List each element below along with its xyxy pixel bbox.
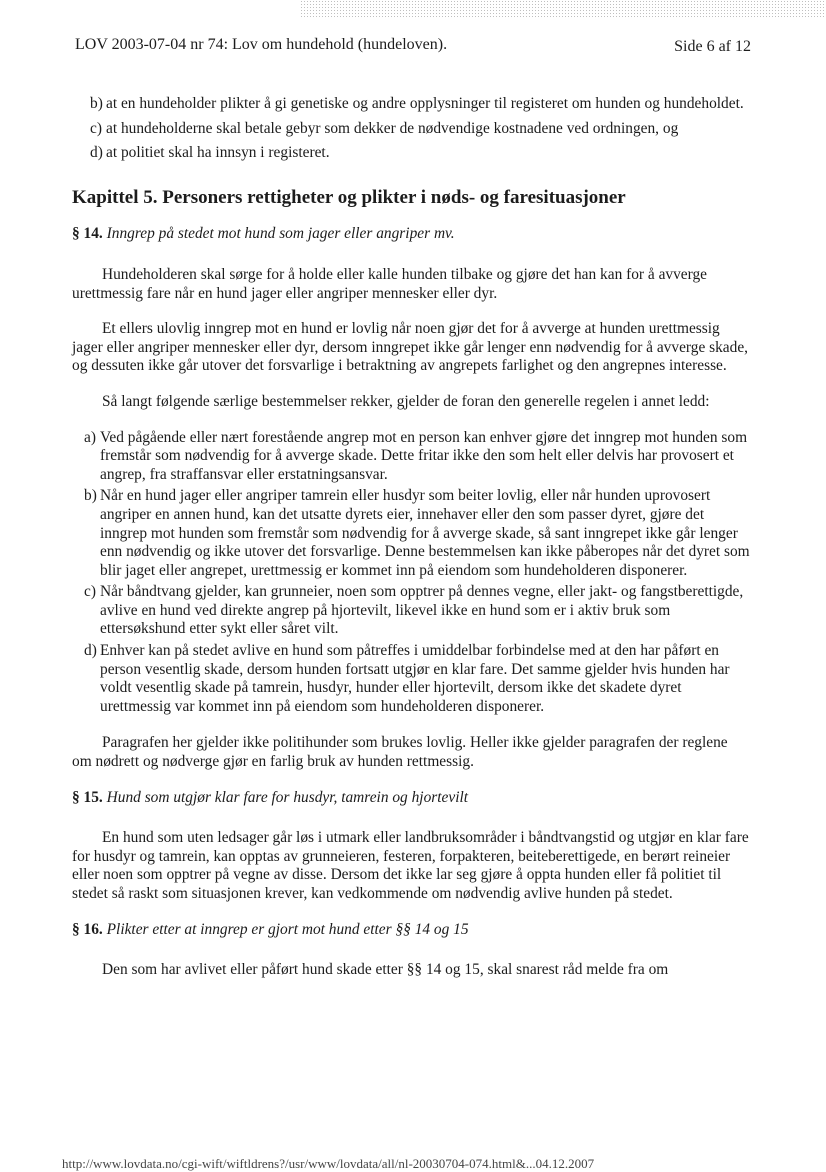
paragraph (72, 734, 750, 771)
section-number: § 14. (72, 225, 103, 243)
paragraph-text: Hundeholderen skal sørge for å holde eller kalle hunden tilbake og gjøre det han kan for å avverge urettmessig fare når en hund jager eller angriper mennesker eller dyr. (72, 265, 708, 302)
section-title: Inngrep på stedet mot hund som jager eller angriper mv. (106, 225, 455, 243)
paragraph (72, 320, 750, 376)
list-text: at hundeholderne skal betale gebyr som dekker de nødvendige kostnadene ved ordningen, og (106, 119, 679, 137)
section-14-list (72, 429, 750, 717)
paragraph (72, 961, 750, 980)
list-marker: d) (90, 144, 103, 162)
list-item (72, 95, 750, 114)
paragraph-text: Paragrafen her gjelder ikke politihunder som brukes lovlig. Heller ikke gjelder paragrafen der reglene om nødrett og nødverge gjør en farlig bruk av hunden rettmessig. (72, 734, 728, 771)
scan-noise (300, 0, 826, 18)
list-text: at en hundeholder plikter å gi genetiske og andre opplysninger til registeret om hunden og hundeholdet. (106, 95, 744, 112)
list-text: Ved pågående eller nært forestående angrep mot en person kan enhver gjøre det inngrep mot hunden som fremstår som nødvendig for å avverge skade. Dette fritar ikke den som helt eller delvis har provosert et angrep, fra straffansvar eller erstatningsansvar. (100, 428, 748, 483)
list-marker: c) (84, 583, 96, 601)
list-marker: b) (90, 95, 103, 112)
chapter-heading: Kapittel 5. Personers rettigheter og plikter i nøds- og faresituasjoner (72, 186, 626, 208)
section-number: § 15. (72, 788, 103, 806)
page-header-title: LOV 2003-07-04 nr 74: Lov om hundehold (hundeloven). (75, 36, 448, 53)
list-text: Når en hund jager eller angriper tamrein eller husdyr som beiter lovlig, eller når hunden uprovosert angriper en annen hund, kan det utsatte dyrets eier, innehaver eller den som passer dyret, gjøre det inngrep mot hunden som fremstår som nødvendig for å avverge skade, så sant inngrepet ikke går lenger enn nødvendig og ikke utover det forsvarlige. Denne bestemmelsen kan ikke påberopes når det dyret som blir jaget eller angrepet, urettmessig er kommet inn på eiendom som hundeholderen disponerer. (100, 487, 750, 579)
list-text: Enhver kan på stedet avlive en hund som påtreffes i umiddelbar forbindelse med at den har påført en person vesentlig skade, dersom hunden fortsatt utgjør en klar fare. Det samme gjelder hvis hunden har voldt vesentlig skade på tamrein, husdyr, hunder eller hjortevilt, dersom ikke det skadete dyret urettmessig var kommet inn på eiendom som hundeholderen disponerer. (100, 642, 730, 715)
list-text: Når båndtvang gjelder, kan grunneier, noen som opptrer på dennes vegne, eller jakt- og fangstberettigde, avlive en hund ved direkte angrep på hjortevilt, likevel ikke en hund som er i aktiv bruk som ettersøkshund etter sykt eller såret vilt. (100, 583, 744, 638)
paragraph (72, 829, 750, 903)
paragraph (72, 393, 750, 412)
list-item (72, 487, 750, 580)
paragraph-text: En hund som uten ledsager går løs i utmark eller landbruksområder i båndtvangstid og utgjør en klar fare for husdyr og tamrein, kan opptas av grunneieren, festeren, forpakteren, beiteberettigede, en berørt reineier eller noen som opptrer på vegne av disse. Dersom det ikke lar seg gjøre å oppta hunden eller få politiet til stedet så raskt som situasjonen krever, kan vedkommende om nødvendig avlive hunden på stedet. (72, 829, 749, 902)
section-16-heading (72, 921, 750, 940)
section-title: Hund som utgjør klar fare for husdyr, tamrein og hjortevilt (106, 788, 469, 806)
footer-url: http://www.lovdata.no/cgi-wift/wiftldrens?/usr/www/lovdata/all/nl-20030704-074.html&...04.12.2007 (62, 1156, 595, 1171)
paragraph-text: Så langt følgende særlige bestemmelser rekker, gjelder de foran den generelle regelen i annet ledd: (102, 392, 710, 410)
list-marker: c) (90, 119, 102, 137)
list-item (72, 144, 750, 163)
section-title: Plikter etter at inngrep er gjort mot hund etter §§ 14 og 15 (106, 920, 469, 938)
section-15-heading (72, 789, 750, 808)
document-body (72, 95, 750, 997)
list-marker: d) (84, 642, 97, 660)
list-text: at politiet skal ha innsyn i registeret. (106, 144, 330, 162)
list-item (72, 642, 750, 716)
page-number: Side 6 af 12 (674, 38, 751, 55)
list-item (72, 583, 750, 639)
section-number: § 16. (72, 920, 103, 938)
section-14-heading (72, 225, 750, 244)
list-item (72, 429, 750, 485)
intro-list (72, 95, 750, 163)
list-item (72, 120, 750, 139)
paragraph-text: Den som har avlivet eller påført hund skade etter §§ 14 og 15, skal snarest råd melde fra om (102, 961, 669, 979)
list-marker: a) (84, 428, 96, 446)
list-marker: b) (84, 487, 97, 505)
paragraph (72, 266, 750, 303)
paragraph-text: Et ellers ulovlig inngrep mot en hund er lovlig når noen gjør det for å avverge at hunden urettmessig jager eller angriper mennesker eller dyr, dersom inngrepet ikke går lenger enn nødvendig for å avverge skade, og dessuten ikke går utover det forsvarlige i betraktning av angrepets farlighet og den angrepnes interesse. (72, 320, 749, 375)
